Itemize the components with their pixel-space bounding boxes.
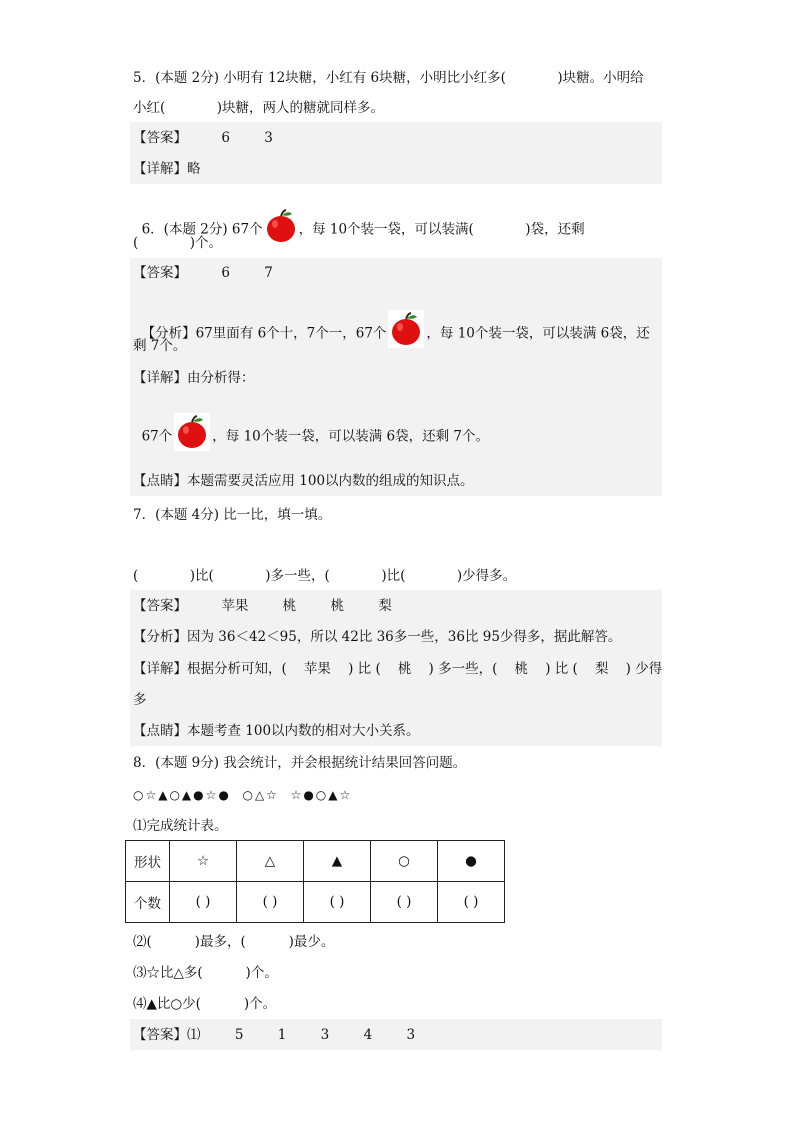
q6-detail2 [133,403,489,451]
q6-line1-pre: 6．(本题 2分) 67个 [141,221,263,238]
q6-analysis-pre: 【分析】67里面有 6个十，7个一，67个 [141,325,387,342]
q8-sub4: ⑷▲比○少( )个。 [133,996,277,1012]
q6-line2: ( )个。 [133,235,223,251]
q5-line2: 小红( )块糖，两人的糖就同样多。 [133,100,385,116]
q8-line1: 8．(本题 9分) 我会统计，并会根据统计结果回答问题。 [133,755,467,771]
q6-answer: 【答案】 6 7 [133,265,273,281]
q7-analysis: 【分析】因为 36＜42＜95，所以 42比 36多一些，36比 95少得多，据此解答。 [133,629,622,645]
q8-sub2: ⑵( )最多，( )最少。 [133,934,335,950]
q6-detail: 【详解】由分析得： [133,370,255,386]
q8-sub3: ⑶☆比△多( )个。 [133,965,278,981]
q6-analysis-line2: 剩 7个。 [133,338,187,354]
table-cell: ( ) [237,882,304,923]
q6-detail2-pre: 67个 [141,428,173,445]
q6-detail2-post: ，每 10个装一袋，可以装满 6袋，还剩 7个。 [212,428,490,445]
apple-icon [176,415,208,449]
table-cell: ( ) [438,882,505,923]
table-cell: ( ) [371,882,438,923]
table-row [126,841,505,882]
table-row-label: 个数 [126,882,170,923]
q7-line2: ( )比( )多一些，( )比( )少得多。 [133,568,517,584]
table-head-cell: △ [237,841,304,882]
table-head-cell: ○ [371,841,438,882]
q5-answer: 【答案】 6 3 [133,130,273,146]
table-head-cell: ▲ [304,841,371,882]
table-head-cell: ☆ [170,841,237,882]
q5-line1: 5．(本题 2分) 小明有 12块糖，小红有 6块糖，小明比小红多( )块糖。小明给 [133,70,644,86]
apple-frame [174,413,210,451]
q6-point: 【点睛】本题需要灵活应用 100以内数的组成的知识点。 [133,473,474,489]
q7-detail: 【详解】根据分析可知，( 苹果 ) 比 ( 桃 ) 多一些，( 桃 ) 比 ( 梨 ) 少得 [133,661,663,677]
table-cell: ( ) [304,882,371,923]
stat-table [125,840,505,923]
q6-line1-post: ，每 10个装一袋，可以装满( )袋，还剩 [298,221,585,238]
q6-analysis [133,300,650,348]
q7-point: 【点睛】本题考查 100以内数的相对大小关系。 [133,723,420,739]
table-head-cell: 形状 [126,841,170,882]
q8-answer: 【答案】⑴ 5 1 3 4 3 [133,1027,416,1043]
q8-symbols: ○☆▲○▲●☆● ○△☆ ☆●○▲☆ [133,788,353,802]
q8-sub1: ⑴完成统计表。 [133,818,228,834]
q7-detail-line2: 多 [133,692,147,708]
apple-icon [265,209,297,243]
table-cell: ( ) [170,882,237,923]
q5-detail: 【详解】略 [133,161,201,177]
q7-answer: 【答案】 苹果 桃 桃 梨 [133,598,392,614]
apple-icon [390,312,422,346]
q6-analysis-post: ，每 10个装一袋，可以装满 6袋，还 [426,325,650,342]
apple-frame [388,310,424,348]
q7-line1: 7．(本题 4分) 比一比，填一填。 [133,507,332,523]
table-head-cell: ● [438,841,505,882]
table-row [126,882,505,923]
